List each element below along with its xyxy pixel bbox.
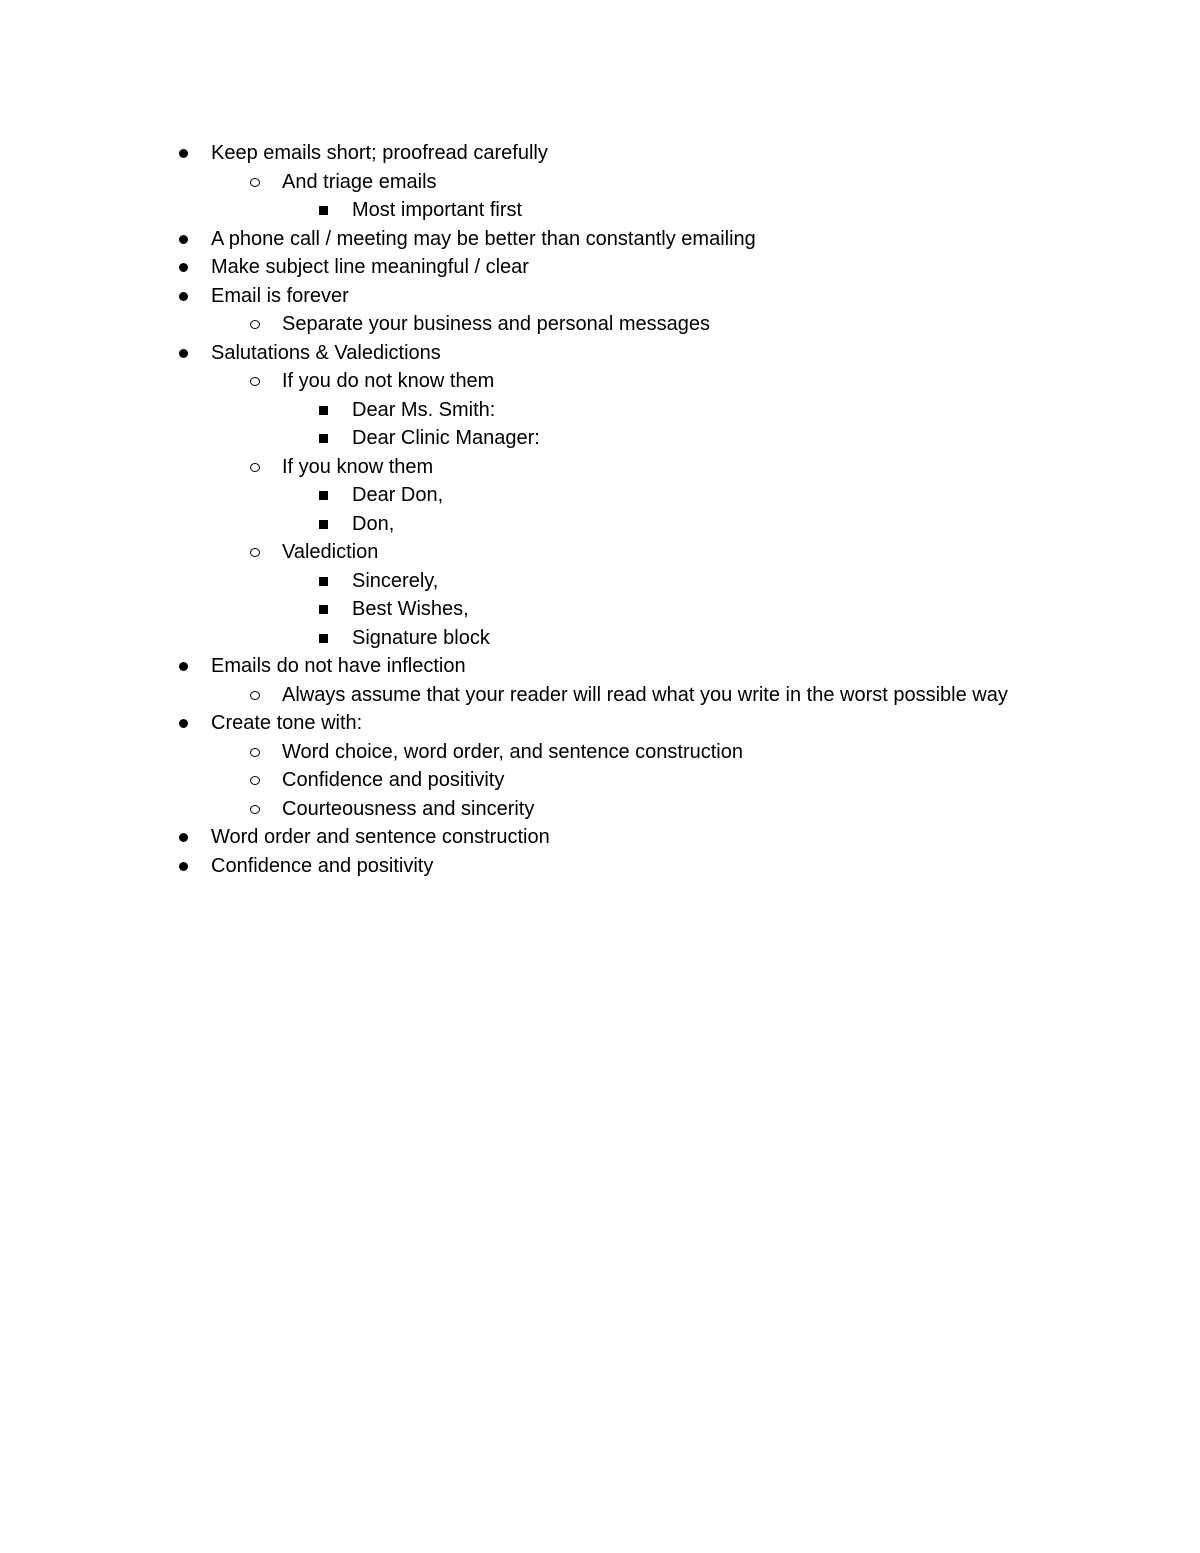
list-item [0,595,1200,624]
list-item-text: Salutations & Valedictions [211,341,441,364]
list-item-text: Emails do not have inflection [211,655,466,677]
list-item-text: Make subject line meaningful / clear [211,256,529,278]
filled-square-bullet-icon [319,206,328,215]
filled-circle-bullet-icon [179,862,188,871]
list-item-text: A phone call / meeting may be better than constantly emailing [211,227,756,250]
filled-square-bullet-icon [319,491,328,500]
hollow-circle-bullet-icon [250,548,260,557]
list-item-text: Dear Don, [352,484,444,506]
list-item-text: Signature block [352,626,490,649]
filled-square-bullet-icon [319,605,328,614]
filled-circle-bullet-icon [179,292,188,301]
list-item [0,681,1200,710]
filled-square-bullet-icon [319,577,328,586]
list-item [0,852,1200,881]
filled-circle-bullet-icon [179,662,188,671]
list-item-text: Word choice, word order, and sentence construction [282,740,743,763]
list-item [0,624,1200,653]
list-item-text: Courteousness and sincerity [282,797,535,820]
list-item-text: Best Wishes, [352,598,469,620]
list-item-text: Email is forever [211,284,349,307]
filled-circle-bullet-icon [179,349,188,358]
hollow-circle-bullet-icon [250,776,260,785]
list-item [0,510,1200,539]
list-item [0,795,1200,824]
list-item [0,481,1200,510]
list-item-text: Dear Clinic Manager: [352,427,540,449]
list-item [0,139,1200,168]
hollow-circle-bullet-icon [250,748,260,757]
list-item [0,823,1200,852]
list-item [0,567,1200,596]
list-item [0,396,1200,425]
list-item [0,196,1200,225]
list-item-text: Don, [352,512,395,535]
hollow-circle-bullet-icon [250,463,260,472]
list-item-text: Most important first [352,199,523,221]
list-item [0,310,1200,339]
list-item [0,367,1200,396]
hollow-circle-bullet-icon [250,377,260,386]
list-item-text: Keep emails short; proofread carefully [211,142,548,164]
list-item-text: Sincerely, [352,569,439,592]
list-item-text: If you know them [282,455,434,478]
list-item [0,766,1200,795]
list-item [0,424,1200,453]
list-item [0,738,1200,767]
list-item [0,709,1200,738]
filled-square-bullet-icon [319,520,328,529]
list-item-text: Dear Ms. Smith: [352,398,496,421]
list-item-text: Separate your business and personal messages [282,313,711,335]
filled-circle-bullet-icon [179,263,188,272]
hollow-circle-bullet-icon [250,691,260,700]
filled-circle-bullet-icon [179,833,188,842]
list-item [0,453,1200,482]
list-item-text: Word order and sentence construction [211,826,550,848]
hollow-circle-bullet-icon [250,178,260,187]
list-item-text: And triage emails [282,170,437,193]
list-item [0,225,1200,254]
hollow-circle-bullet-icon [250,320,260,329]
list-item-text: Create tone with: [211,712,363,734]
filled-circle-bullet-icon [179,235,188,244]
list-item [0,339,1200,368]
list-item [0,538,1200,567]
list-item-text: Valediction [282,541,379,563]
list-item-text: Confidence and positivity [282,769,505,791]
filled-circle-bullet-icon [179,149,188,158]
list-item-text: If you do not know them [282,370,495,392]
filled-square-bullet-icon [319,406,328,415]
filled-square-bullet-icon [319,434,328,443]
list-item [0,253,1200,282]
list-item [0,282,1200,311]
list-item [0,652,1200,681]
hollow-circle-bullet-icon [250,805,260,814]
filled-circle-bullet-icon [179,719,188,728]
filled-square-bullet-icon [319,634,328,643]
bullet-list [0,139,1200,880]
list-item-text: Always assume that your reader will read what you write in the worst possible way [282,683,1008,706]
list-item [0,168,1200,197]
list-item-text: Confidence and positivity [211,854,434,877]
